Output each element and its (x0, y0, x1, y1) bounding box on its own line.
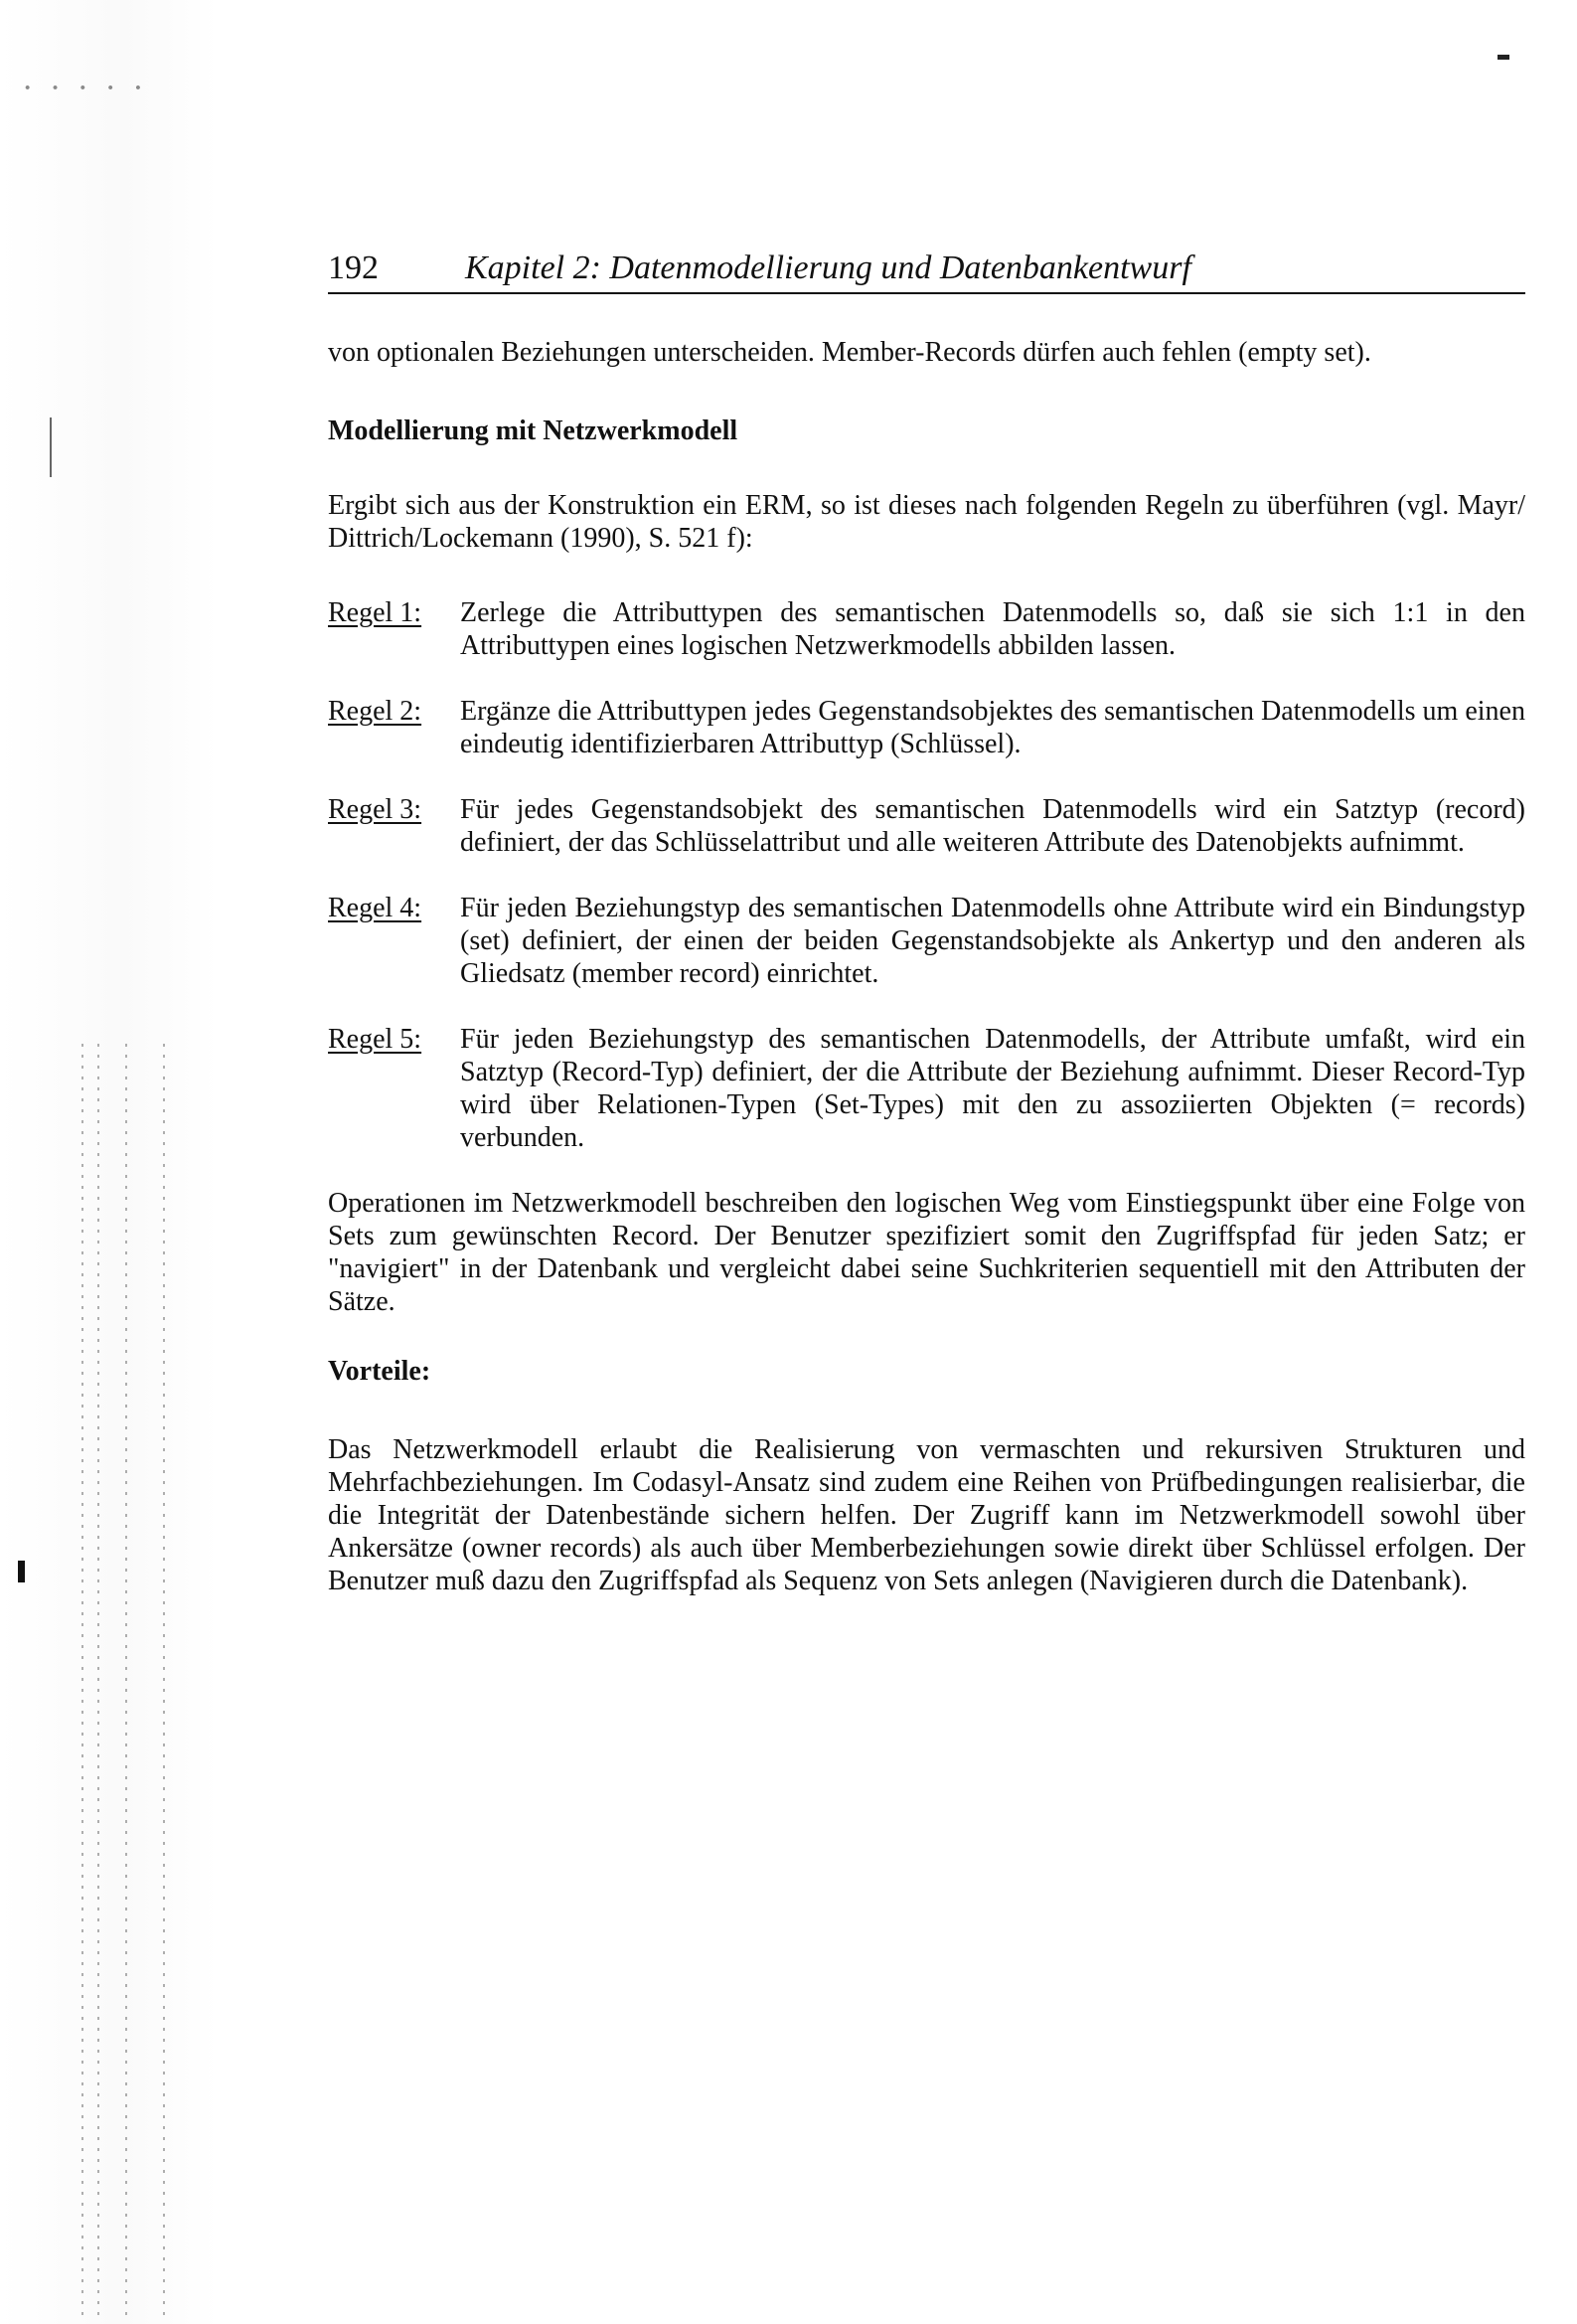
scan-mark (1498, 55, 1509, 60)
chapter-title: Kapitel 2: Datenmodellierung und Datenbankentwurf (465, 249, 1191, 286)
rule-item (328, 1023, 1525, 1154)
scan-mark (18, 1561, 25, 1582)
rule-label: Regel 3: (328, 794, 422, 825)
rule-label: Regel 1: (328, 597, 422, 628)
rule-text: Ergänze die Attributtypen jedes Gegenstandsobjektes des semantischen Datenmodells um einen eindeutig identifizierbaren Attributtyp (Schlüssel). (460, 696, 1525, 759)
scan-dots (163, 1044, 165, 2316)
rules-list (328, 596, 1525, 1154)
rule-item (328, 892, 1525, 990)
advantages-title: Vorteile: (328, 1356, 431, 1387)
rule-text: Für jeden Beziehungstyp des semantischen Datenmodells, der Attribute umfaßt, wird ein Satztyp (Record-Typ) definiert, der die Attribute der Beziehung aufnimmt. Dieser Record-Typ wird über Relationen-Typen (Set-Types) mit den zu assoziierten Objekten (= records) verbunden. (460, 1024, 1525, 1153)
section-title: Modellierung mit Netzwerkmodell (328, 415, 738, 446)
scan-noise-mark: · · · · · (22, 70, 148, 106)
rule-label: Regel 5: (328, 1024, 422, 1055)
rule-text: Zerlege die Attributtypen des semantischen Datenmodells so, daß sie sich 1:1 in den Attributtypen eines logischen Netzwerkmodells abbilden lassen. (460, 597, 1525, 661)
advantages-paragraph: Das Netzwerkmodell erlaubt die Realisierung von vermaschten und rekursiven Strukturen und Mehrfachbeziehungen. Im Codasyl-Ansatz sind zudem eine Reihen von Prüfbedingungen realisierbar, die die Integrität der Datenbestände sichern helfen. Der Zugriff kann im Netzwerkmodell sowohl über Ankersätze (owner records) als auch über Memberbeziehungen sowie direkt über Schlüssel erfolgen. Der Benutzer muß dazu den Zugriffspfad als Sequenz von Sets anlegen (Navigieren durch die Datenbank). (328, 1434, 1525, 1596)
operations-paragraph: Operationen im Netzwerkmodell beschreiben den logischen Weg vom Einstiegspunkt über eine Folge von Sets zum gewünschten Record. Der Benutzer spezifiziert somit den Zugriffspfad für jeden Satz; er "navigiert" in der Datenbank und vergleicht dabei seine Suchkriterien sequentiell mit den Attributen der Sätze. (328, 1188, 1525, 1317)
lead-paragraph: Ergibt sich aus der Konstruktion ein ERM, so ist dieses nach folgenden Regeln zu überführen (vgl. Mayr/ Dittrich/Lockemann (1990), S. 521 f): (328, 490, 1525, 554)
rule-item (328, 793, 1525, 859)
rule-label: Regel 2: (328, 696, 422, 727)
scan-dots (125, 1044, 127, 2316)
rule-text: Für jeden Beziehungstyp des semantischen Datenmodells ohne Attribute wird ein Bindungstyp (set) definiert, der einen der beiden Gegenstandsobjekte als Ankertyp und den anderen als Gliedsatz (member record) einrichtet. (460, 893, 1525, 989)
scan-margin (0, 0, 219, 2324)
rule-text: Für jedes Gegenstandsobjekt des semantischen Datenmodells wird ein Satztyp (record) definiert, der das Schlüsselattribut und alle weiteren Attribute des Datenobjekts aufnimmt. (460, 794, 1525, 858)
rule-item (328, 596, 1525, 662)
scan-line (50, 417, 52, 477)
scan-dots (81, 1044, 83, 2316)
page-header (328, 247, 1525, 294)
rule-label: Regel 4: (328, 893, 422, 923)
rule-item (328, 695, 1525, 760)
document-page (328, 247, 1525, 1597)
intro-paragraph: von optionalen Beziehungen unterscheiden. Member-Records dürfen auch fehlen (empty set). (328, 337, 1371, 368)
page-number: 192 (328, 249, 379, 286)
scan-dots (97, 1044, 99, 2316)
